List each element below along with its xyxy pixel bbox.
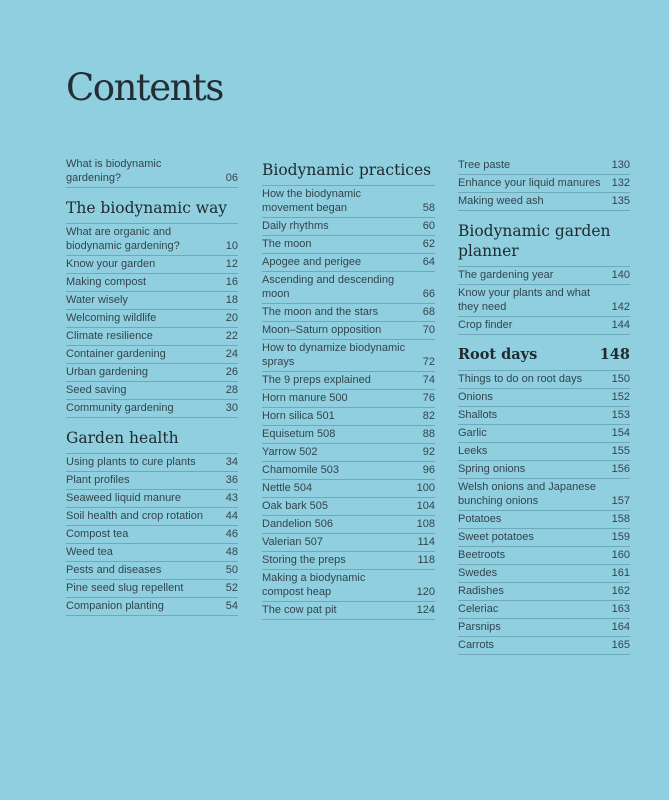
entry-title: Welcoming wildlife bbox=[66, 312, 157, 324]
entry-title: Daily rhythms bbox=[262, 220, 329, 232]
entry-page-number: 54 bbox=[225, 600, 238, 612]
entry-title: What is biodynamic gardening? bbox=[66, 158, 162, 184]
entry-page-number: 26 bbox=[225, 366, 238, 378]
toc-entry bbox=[262, 516, 435, 534]
entry-page-number: 10 bbox=[225, 240, 238, 252]
entry-page-number: 64 bbox=[422, 256, 435, 268]
entry-page-number: 82 bbox=[422, 410, 435, 422]
toc-entry bbox=[458, 601, 630, 619]
entry-title: Ascending and descending moon bbox=[262, 274, 395, 300]
entry-title: The 9 preps explained bbox=[262, 374, 371, 386]
toc-entry bbox=[66, 328, 238, 346]
entry-title: Dandelion 506 bbox=[262, 518, 333, 530]
entry-page-number: 28 bbox=[225, 384, 238, 396]
toc-entry bbox=[66, 454, 238, 472]
entry-page-number: 132 bbox=[611, 177, 630, 189]
entry-page-number: 135 bbox=[611, 195, 630, 207]
entry-page-number: 150 bbox=[611, 373, 630, 385]
section-title: Biodynamic practices bbox=[262, 161, 432, 179]
toc-section-heading bbox=[458, 337, 630, 371]
toc-entry bbox=[262, 408, 435, 426]
entry-title: Urban gardening bbox=[66, 366, 148, 378]
toc-entry bbox=[262, 322, 435, 340]
toc-entry bbox=[66, 472, 238, 490]
entry-title: Soil health and crop rotation bbox=[66, 510, 203, 522]
toc-entry bbox=[262, 272, 435, 304]
toc-entry bbox=[262, 340, 435, 372]
toc-entry bbox=[262, 480, 435, 498]
entry-page-number: 20 bbox=[225, 312, 238, 324]
entry-title: Know your garden bbox=[66, 258, 156, 270]
entry-page-number: 22 bbox=[225, 330, 238, 342]
toc-entry bbox=[66, 224, 238, 256]
toc-entry bbox=[458, 193, 630, 211]
entry-page-number: 06 bbox=[225, 172, 238, 184]
entry-page-number: 162 bbox=[611, 585, 630, 597]
entry-page-number: 161 bbox=[611, 567, 630, 579]
entry-title: Storing the preps bbox=[262, 554, 346, 566]
toc-entry bbox=[66, 526, 238, 544]
toc-entry bbox=[262, 552, 435, 570]
entry-page-number: 155 bbox=[611, 445, 630, 457]
entry-page-number: 118 bbox=[417, 554, 435, 566]
toc-entry bbox=[262, 534, 435, 552]
entry-page-number: 159 bbox=[611, 531, 630, 543]
entry-title: Horn manure 500 bbox=[262, 392, 348, 404]
toc-entry bbox=[458, 511, 630, 529]
entry-title: Garlic bbox=[458, 427, 487, 439]
toc-entry bbox=[66, 256, 238, 274]
toc-entry bbox=[262, 254, 435, 272]
section-title: The biodynamic way bbox=[66, 199, 228, 217]
toc-section-heading bbox=[262, 158, 435, 186]
entry-page-number: 72 bbox=[422, 356, 435, 368]
toc-entry bbox=[458, 285, 630, 317]
toc-entry bbox=[458, 529, 630, 547]
entry-page-number: 164 bbox=[611, 621, 630, 633]
entry-page-number: 160 bbox=[611, 549, 630, 561]
entry-page-number: 46 bbox=[225, 528, 238, 540]
entry-title: Enhance your liquid manures bbox=[458, 177, 601, 189]
entry-title: How to dynamize biodynamic sprays bbox=[262, 342, 406, 368]
entry-title: Things to do on root days bbox=[458, 373, 583, 385]
entry-title: The cow pat pit bbox=[262, 604, 337, 616]
toc-column-2 bbox=[262, 156, 435, 620]
toc-entry bbox=[262, 462, 435, 480]
entry-page-number: 144 bbox=[611, 319, 630, 331]
entry-page-number: 74 bbox=[422, 374, 435, 386]
entry-title: Parsnips bbox=[458, 621, 501, 633]
entry-page-number: 140 bbox=[611, 269, 630, 281]
entry-title: Yarrow 502 bbox=[262, 446, 318, 458]
entry-title: Leeks bbox=[458, 445, 488, 457]
entry-title: Horn silica 501 bbox=[262, 410, 335, 422]
entry-title: Companion planting bbox=[66, 600, 164, 612]
toc-entry bbox=[262, 186, 435, 218]
toc-entry bbox=[66, 346, 238, 364]
entry-title: Seed saving bbox=[66, 384, 127, 396]
entry-title: Making weed ash bbox=[458, 195, 544, 207]
toc-entry bbox=[66, 382, 238, 400]
entry-title: Know your plants and what they need bbox=[458, 287, 591, 313]
entry-page-number: 124 bbox=[416, 604, 435, 616]
toc-entry bbox=[66, 156, 238, 188]
entry-title: Shallots bbox=[458, 409, 498, 421]
toc-entry bbox=[262, 444, 435, 462]
entry-title: The moon and the stars bbox=[262, 306, 379, 318]
entry-page-number: 62 bbox=[422, 238, 435, 250]
entry-title: Carrots bbox=[458, 639, 495, 651]
toc-entry bbox=[66, 364, 238, 382]
toc-entry bbox=[458, 461, 630, 479]
page-title: Contents bbox=[66, 66, 223, 109]
entry-title: Potatoes bbox=[458, 513, 502, 525]
toc-section-heading bbox=[458, 213, 630, 267]
toc-entry bbox=[458, 156, 630, 175]
entry-page-number: 153 bbox=[611, 409, 630, 421]
entry-title: Weed tea bbox=[66, 546, 113, 558]
section-page-number: 148 bbox=[599, 346, 630, 363]
entry-page-number: 44 bbox=[225, 510, 238, 522]
toc-section-heading bbox=[66, 190, 238, 224]
toc-entry bbox=[262, 236, 435, 254]
entry-title: Chamomile 503 bbox=[262, 464, 340, 476]
entry-page-number: 36 bbox=[225, 474, 238, 486]
entry-title: Plant profiles bbox=[66, 474, 130, 486]
entry-page-number: 52 bbox=[225, 582, 238, 594]
toc-entry bbox=[66, 400, 238, 418]
toc-column-1 bbox=[66, 156, 238, 616]
toc-entry bbox=[262, 426, 435, 444]
entry-page-number: 114 bbox=[417, 536, 435, 548]
toc-entry bbox=[262, 602, 435, 620]
toc-column-3 bbox=[458, 156, 630, 655]
entry-page-number: 70 bbox=[422, 324, 435, 336]
entry-title: Equisetum 508 bbox=[262, 428, 336, 440]
entry-title: Using plants to cure plants bbox=[66, 456, 196, 468]
entry-page-number: 156 bbox=[611, 463, 630, 475]
entry-page-number: 152 bbox=[611, 391, 630, 403]
entry-page-number: 30 bbox=[225, 402, 238, 414]
entry-page-number: 50 bbox=[225, 564, 238, 576]
entry-page-number: 12 bbox=[225, 258, 238, 270]
entry-page-number: 120 bbox=[416, 586, 435, 598]
entry-page-number: 48 bbox=[225, 546, 238, 558]
entry-page-number: 100 bbox=[416, 482, 435, 494]
entry-title: Tree paste bbox=[458, 159, 511, 171]
toc-entry bbox=[262, 390, 435, 408]
entry-page-number: 88 bbox=[422, 428, 435, 440]
entry-title: Valerian 507 bbox=[262, 536, 323, 548]
entry-title: Welsh onions and Japanese bunching onions bbox=[458, 481, 597, 507]
entry-title: Onions bbox=[458, 391, 493, 403]
toc-entry bbox=[262, 498, 435, 516]
entry-title: Making compost bbox=[66, 276, 147, 288]
toc-entry bbox=[262, 304, 435, 322]
section-title: Biodynamic garden planner bbox=[458, 222, 611, 260]
toc-entry bbox=[66, 508, 238, 526]
toc-entry bbox=[458, 425, 630, 443]
toc-entry bbox=[66, 598, 238, 616]
toc-entry bbox=[262, 570, 435, 602]
entry-page-number: 58 bbox=[422, 202, 435, 214]
toc-entry bbox=[458, 389, 630, 407]
toc-entry bbox=[458, 583, 630, 601]
toc-entry bbox=[458, 637, 630, 655]
entry-title: Spring onions bbox=[458, 463, 526, 475]
entry-title: Container gardening bbox=[66, 348, 166, 360]
entry-title: Sweet potatoes bbox=[458, 531, 534, 543]
entry-page-number: 142 bbox=[611, 301, 630, 313]
entry-page-number: 130 bbox=[611, 159, 630, 171]
entry-title: Nettle 504 bbox=[262, 482, 313, 494]
section-title: Root days bbox=[458, 346, 538, 363]
entry-title: Swedes bbox=[458, 567, 498, 579]
toc-entry bbox=[66, 562, 238, 580]
entry-title: The gardening year bbox=[458, 269, 554, 281]
entry-title: Climate resilience bbox=[66, 330, 153, 342]
entry-page-number: 154 bbox=[611, 427, 630, 439]
toc-entry bbox=[262, 372, 435, 390]
toc-entry bbox=[458, 267, 630, 285]
entry-page-number: 158 bbox=[611, 513, 630, 525]
entry-title: Compost tea bbox=[66, 528, 129, 540]
entry-title: Seaweed liquid manure bbox=[66, 492, 181, 504]
entry-page-number: 96 bbox=[422, 464, 435, 476]
entry-page-number: 34 bbox=[225, 456, 238, 468]
toc-entry bbox=[458, 547, 630, 565]
entry-page-number: 43 bbox=[225, 492, 238, 504]
entry-page-number: 16 bbox=[225, 276, 238, 288]
entry-title: Crop finder bbox=[458, 319, 513, 331]
entry-title: Celeriac bbox=[458, 603, 499, 615]
entry-page-number: 66 bbox=[422, 288, 435, 300]
entry-page-number: 68 bbox=[422, 306, 435, 318]
toc-entry bbox=[458, 479, 630, 511]
entry-page-number: 92 bbox=[422, 446, 435, 458]
entry-title: The moon bbox=[262, 238, 312, 250]
toc-entry bbox=[66, 580, 238, 598]
entry-page-number: 157 bbox=[611, 495, 630, 507]
toc-entry bbox=[262, 218, 435, 236]
toc-entry bbox=[458, 317, 630, 335]
toc-entry bbox=[458, 371, 630, 389]
entry-page-number: 24 bbox=[225, 348, 238, 360]
entry-title: Pests and diseases bbox=[66, 564, 162, 576]
entry-title: Radishes bbox=[458, 585, 504, 597]
toc-entry bbox=[66, 310, 238, 328]
toc-entry bbox=[458, 443, 630, 461]
entry-page-number: 104 bbox=[416, 500, 435, 512]
entry-page-number: 60 bbox=[422, 220, 435, 232]
entry-page-number: 108 bbox=[416, 518, 435, 530]
entry-title: How the biodynamic movement began bbox=[262, 188, 362, 214]
toc-entry bbox=[458, 565, 630, 583]
entry-page-number: 163 bbox=[611, 603, 630, 615]
entry-title: What are organic and biodynamic gardening? bbox=[66, 226, 180, 252]
toc-entry bbox=[66, 274, 238, 292]
entry-title: Moon–Saturn opposition bbox=[262, 324, 382, 336]
entry-title: Beetroots bbox=[458, 549, 506, 561]
entry-page-number: 165 bbox=[611, 639, 630, 651]
entry-title: Making a biodynamic compost heap bbox=[262, 572, 366, 598]
section-title: Garden health bbox=[66, 429, 179, 447]
entry-page-number: 18 bbox=[225, 294, 238, 306]
toc-entry bbox=[458, 175, 630, 193]
entry-title: Oak bark 505 bbox=[262, 500, 329, 512]
toc-entry bbox=[458, 407, 630, 425]
entry-title: Water wisely bbox=[66, 294, 128, 306]
toc-entry bbox=[66, 490, 238, 508]
entry-title: Community gardening bbox=[66, 402, 174, 414]
toc-entry bbox=[66, 544, 238, 562]
toc-entry bbox=[458, 619, 630, 637]
entry-title: Pine seed slug repellent bbox=[66, 582, 184, 594]
entry-page-number: 76 bbox=[422, 392, 435, 404]
toc-section-heading bbox=[66, 420, 238, 454]
entry-title: Apogee and perigee bbox=[262, 256, 362, 268]
toc-entry bbox=[66, 292, 238, 310]
